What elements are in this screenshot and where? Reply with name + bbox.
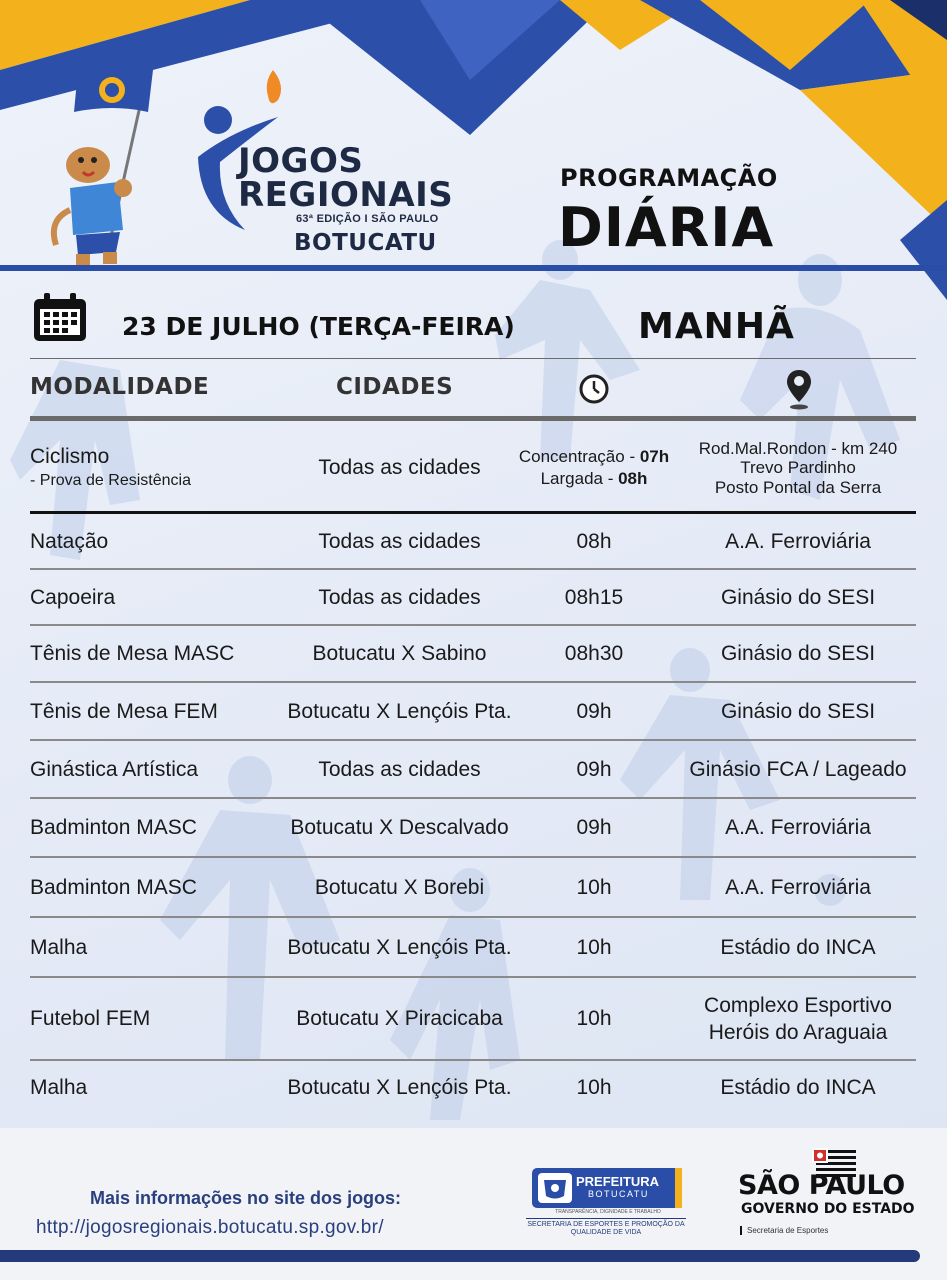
modality-cell: Futebol FEM <box>30 1007 151 1031</box>
info-label: Mais informações no site dos jogos: <box>90 1188 402 1208</box>
modality-cell: Malha <box>30 1075 88 1099</box>
prefeitura-city: BOTUCATU <box>588 1189 649 1199</box>
table-row <box>30 978 916 1061</box>
modality-cell: Badminton MASC <box>30 875 197 899</box>
header-divider <box>0 265 947 271</box>
table-row <box>30 918 916 978</box>
cities-cell: Todas as cidades <box>318 757 481 781</box>
table-row <box>30 683 916 741</box>
time-cell: 10h <box>576 1007 612 1031</box>
location-cell: Ginásio do SESI <box>720 642 876 666</box>
modality-cell: Tênis de Mesa FEM <box>30 699 218 723</box>
footer-bar <box>0 1250 920 1262</box>
modality-cell <box>30 422 280 514</box>
location-line: Trevo Pardinho <box>740 458 856 478</box>
time-line-1 <box>519 446 669 468</box>
location-cell: Estádio do INCA <box>720 1075 876 1099</box>
cities-cell: Botucatu X Piracicaba <box>296 1007 503 1031</box>
header-divider-thick <box>30 416 916 421</box>
time-label: Concentração - <box>518 446 640 466</box>
prefeitura-name: PREFEITURA <box>576 1174 660 1189</box>
event-logo-title: JOGOS REGIONAIS <box>238 141 454 215</box>
sao-paulo-secretary: Secretaria de Esportes <box>740 1226 890 1235</box>
time-cell: 10h <box>576 935 612 959</box>
table-row <box>30 1061 916 1115</box>
time-cell <box>504 422 684 514</box>
mascot-illustration <box>48 60 173 270</box>
table-row <box>30 422 916 514</box>
table-row <box>30 570 916 626</box>
program-label: PROGRAMAÇÃO <box>560 164 778 192</box>
location-cell: Ginásio FCA / Lageado <box>689 757 907 781</box>
modality-cell: Malha <box>30 935 88 959</box>
cities-cell: Botucatu X Lençóis Pta. <box>287 1075 512 1099</box>
sao-paulo-government: GOVERNO DO ESTADO <box>741 1201 915 1217</box>
location-cell <box>660 978 936 1061</box>
cities-cell: Todas as cidades <box>318 585 481 609</box>
header-modality: MODALIDADE <box>30 374 210 400</box>
modality-cell: Natação <box>30 529 109 553</box>
time-cell: 09h <box>576 757 612 781</box>
cities-cell: Botucatu X Sabino <box>312 642 487 666</box>
time-value: 07h <box>639 446 670 466</box>
time-cell: 09h <box>576 816 612 840</box>
location-line: Posto Pontal da Serra <box>714 477 882 497</box>
location-cell: Ginásio do SESI <box>720 699 876 723</box>
table-row <box>30 858 916 918</box>
time-line-2 <box>541 468 648 490</box>
cities-cell: Todas as cidades <box>318 455 481 479</box>
time-cell: 09h <box>576 699 612 723</box>
header-cities: CIDADES <box>336 374 454 400</box>
table-row <box>30 741 916 799</box>
modality-cell: Ginástica Artística <box>30 757 199 781</box>
cities-cell: Botucatu X Lençóis Pta. <box>287 699 512 723</box>
schedule-date: 23 DE JULHO (TERÇA-FEIRA) <box>122 312 515 341</box>
event-edition: 63ª EDIÇÃO I SÃO PAULO <box>296 213 439 225</box>
location-line: Heróis do Araguaia <box>708 1020 888 1044</box>
location-cell: Estádio do INCA <box>720 935 876 959</box>
time-cell: 10h <box>576 875 612 899</box>
clock-icon <box>578 373 610 405</box>
time-cell: 10h <box>576 1075 612 1099</box>
calendar-icon <box>32 293 88 343</box>
location-cell <box>660 422 936 514</box>
modality-name: Ciclismo <box>30 445 110 469</box>
table-row <box>30 799 916 858</box>
cities-cell: Botucatu X Descalvado <box>290 816 509 840</box>
info-url-link[interactable]: http://jogosregionais.botucatu.sp.gov.br/ <box>36 1217 384 1238</box>
prefeitura-secretary: SECRETARIA DE ESPORTES E PROMOÇÃO DA QUALIDADE DE VIDA <box>526 1218 686 1237</box>
location-cell: A.A. Ferroviária <box>725 529 871 553</box>
time-cell: 08h15 <box>564 585 624 609</box>
modality-cell: Badminton MASC <box>30 816 197 840</box>
cities-cell: Botucatu X Lençóis Pta. <box>287 935 512 959</box>
cities-cell: Todas as cidades <box>318 529 481 553</box>
time-label: Largada - <box>540 469 619 488</box>
table-row <box>30 626 916 683</box>
location-line: Complexo Esportivo <box>704 993 892 1017</box>
time-value: 08h <box>618 469 648 488</box>
location-cell: Ginásio do SESI <box>720 585 876 609</box>
event-city: BOTUCATU <box>294 230 437 256</box>
location-line: Rod.Mal.Rondon - km 240 <box>698 439 898 459</box>
table-row <box>30 514 916 570</box>
cities-cell: Botucatu X Borebi <box>314 875 485 899</box>
time-cell: 08h <box>576 529 612 553</box>
time-cell: 08h30 <box>564 642 624 666</box>
prefeitura-tagline: TRANSPARÊNCIA, DIGNIDADE E TRABALHO <box>555 1209 661 1215</box>
program-title: DIÁRIA <box>558 196 775 259</box>
location-cell: A.A. Ferroviária <box>725 875 871 899</box>
modality-subtitle: - Prova de Resistência <box>30 472 191 490</box>
location-pin-icon <box>786 368 812 410</box>
schedule-period: MANHÃ <box>638 306 795 347</box>
location-cell: A.A. Ferroviária <box>725 816 871 840</box>
sao-paulo-title: SÃO PAULO <box>738 1170 905 1201</box>
modality-cell: Capoeira <box>30 585 116 609</box>
date-divider <box>30 358 916 359</box>
modality-cell: Tênis de Mesa MASC <box>30 642 235 666</box>
